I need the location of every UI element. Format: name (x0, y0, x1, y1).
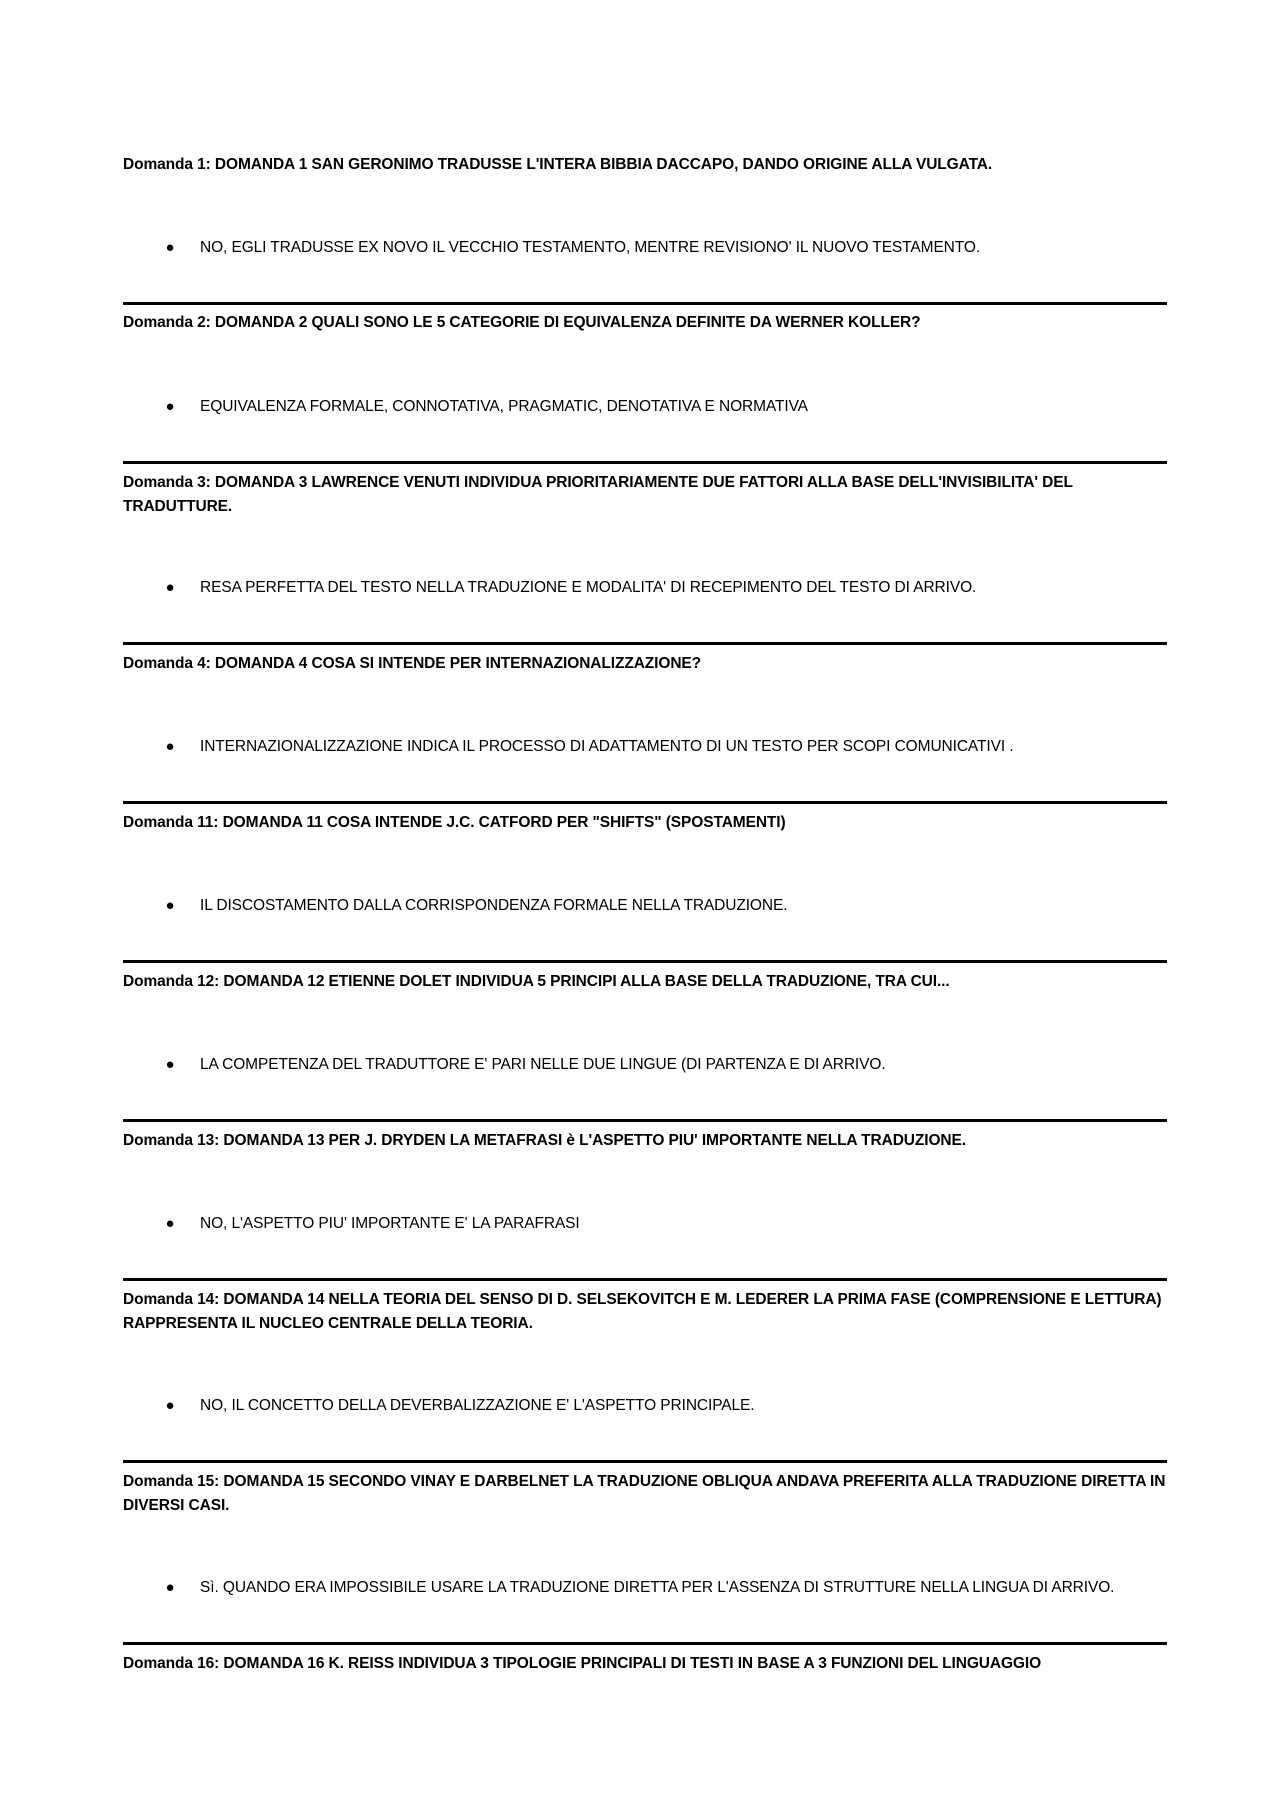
answer-11-text: IL DISCOSTAMENTO DALLA CORRISPONDENZA FORMALE NELLA TRADUZIONE. (200, 897, 788, 914)
answer-1 (165, 236, 1200, 260)
divider (123, 461, 1167, 464)
answer-12 (165, 1053, 1200, 1077)
answer-2-text: EQUIVALENZA FORMALE, CONNOTATIVA, PRAGMATIC, DENOTATIVA E NORMATIVA (200, 398, 808, 415)
answer-11 (165, 894, 1200, 918)
question-3: Domanda 3: DOMANDA 3 LAWRENCE VENUTI INDIVIDUA PRIORITARIAMENTE DUE FATTORI ALLA BASE DELL'INVISIBILITA' DEL TRADUTTURE. (123, 474, 1073, 515)
question-14: Domanda 14: DOMANDA 14 NELLA TEORIA DEL SENSO DI D. SELSEKOVITCH E M. LEDERER LA PRIMA FASE (COMPRENSIONE E LETTURA) RAPPRESENTA IL NUCLEO CENTRALE DELLA TEORIA. (123, 1291, 1162, 1332)
bullet-icon: ● (165, 1215, 175, 1232)
divider (123, 1460, 1167, 1463)
answer-12-text: LA COMPETENZA DEL TRADUTTORE E' PARI NELLE DUE LINGUE (DI PARTENZA E DI ARRIVO. (200, 1056, 886, 1073)
answer-3-text: RESA PERFETTA DEL TESTO NELLA TRADUZIONE E MODALITA' DI RECEPIMENTO DEL TESTO DI ARRIVO. (200, 579, 977, 596)
bullet-icon: ● (165, 1397, 175, 1414)
answer-14-text: NO, IL CONCETTO DELLA DEVERBALIZZAZIONE E' L'ASPETTO PRINCIPALE. (200, 1397, 755, 1414)
question-4: Domanda 4: DOMANDA 4 COSA SI INTENDE PER INTERNAZIONALIZZAZIONE? (123, 655, 702, 672)
question-1: Domanda 1: DOMANDA 1 SAN GERONIMO TRADUSSE L'INTERA BIBBIA DACCAPO, DANDO ORIGINE ALLA VULGATA. (123, 156, 993, 173)
answer-14 (165, 1394, 1200, 1418)
divider (123, 1119, 1167, 1122)
divider (123, 642, 1167, 645)
answer-15-text: Sì. QUANDO ERA IMPOSSIBILE USARE LA TRADUZIONE DIRETTA PER L'ASSENZA DI STRUTTURE NELLA LINGUA DI ARRIVO. (200, 1579, 1115, 1596)
answer-4 (165, 735, 1200, 759)
question-16: Domanda 16: DOMANDA 16 K. REISS INDIVIDUA 3 TIPOLOGIE PRINCIPALI DI TESTI IN BASE A 3 FUNZIONI DEL LINGUAGGIO (123, 1655, 1042, 1672)
divider (123, 1642, 1167, 1645)
answer-13 (165, 1212, 1200, 1236)
bullet-icon: ● (165, 239, 175, 256)
answer-15 (165, 1576, 1200, 1600)
divider (123, 1278, 1167, 1281)
answer-4-text: INTERNAZIONALIZZAZIONE INDICA IL PROCESSO DI ADATTAMENTO DI UN TESTO PER SCOPI COMUNICATIVI . (200, 738, 1014, 755)
question-11: Domanda 11: DOMANDA 11 COSA INTENDE J.C. CATFORD PER "SHIFTS" (SPOSTAMENTI) (123, 814, 786, 831)
bullet-icon: ● (165, 897, 175, 914)
answer-1-text: NO, EGLI TRADUSSE EX NOVO IL VECCHIO TESTAMENTO, MENTRE REVISIONO' IL NUOVO TESTAMENTO. (200, 239, 981, 256)
bullet-icon: ● (165, 1579, 175, 1596)
question-15: Domanda 15: DOMANDA 15 SECONDO VINAY E DARBELNET LA TRADUZIONE OBLIQUA ANDAVA PREFERITA ALLA TRADUZIONE DIRETTA IN DIVERSI CASI. (123, 1473, 1166, 1514)
answer-13-text: NO, L'ASPETTO PIU' IMPORTANTE E' LA PARAFRASI (200, 1215, 580, 1232)
question-2: Domanda 2: DOMANDA 2 QUALI SONO LE 5 CATEGORIE DI EQUIVALENZA DEFINITE DA WERNER KOLLER? (123, 314, 921, 331)
answer-3 (165, 576, 1200, 600)
divider (123, 801, 1167, 804)
divider (123, 960, 1167, 963)
bullet-icon: ● (165, 1056, 175, 1073)
bullet-icon: ● (165, 738, 175, 755)
question-13: Domanda 13: DOMANDA 13 PER J. DRYDEN LA METAFRASI è L'ASPETTO PIU' IMPORTANTE NELLA TRADUZIONE. (123, 1132, 966, 1149)
divider (123, 302, 1167, 305)
bullet-icon: ● (165, 579, 175, 596)
question-12: Domanda 12: DOMANDA 12 ETIENNE DOLET INDIVIDUA 5 PRINCIPI ALLA BASE DELLA TRADUZIONE, TRA CUI... (123, 973, 950, 990)
answer-2 (165, 395, 1200, 419)
bullet-icon: ● (165, 398, 175, 415)
